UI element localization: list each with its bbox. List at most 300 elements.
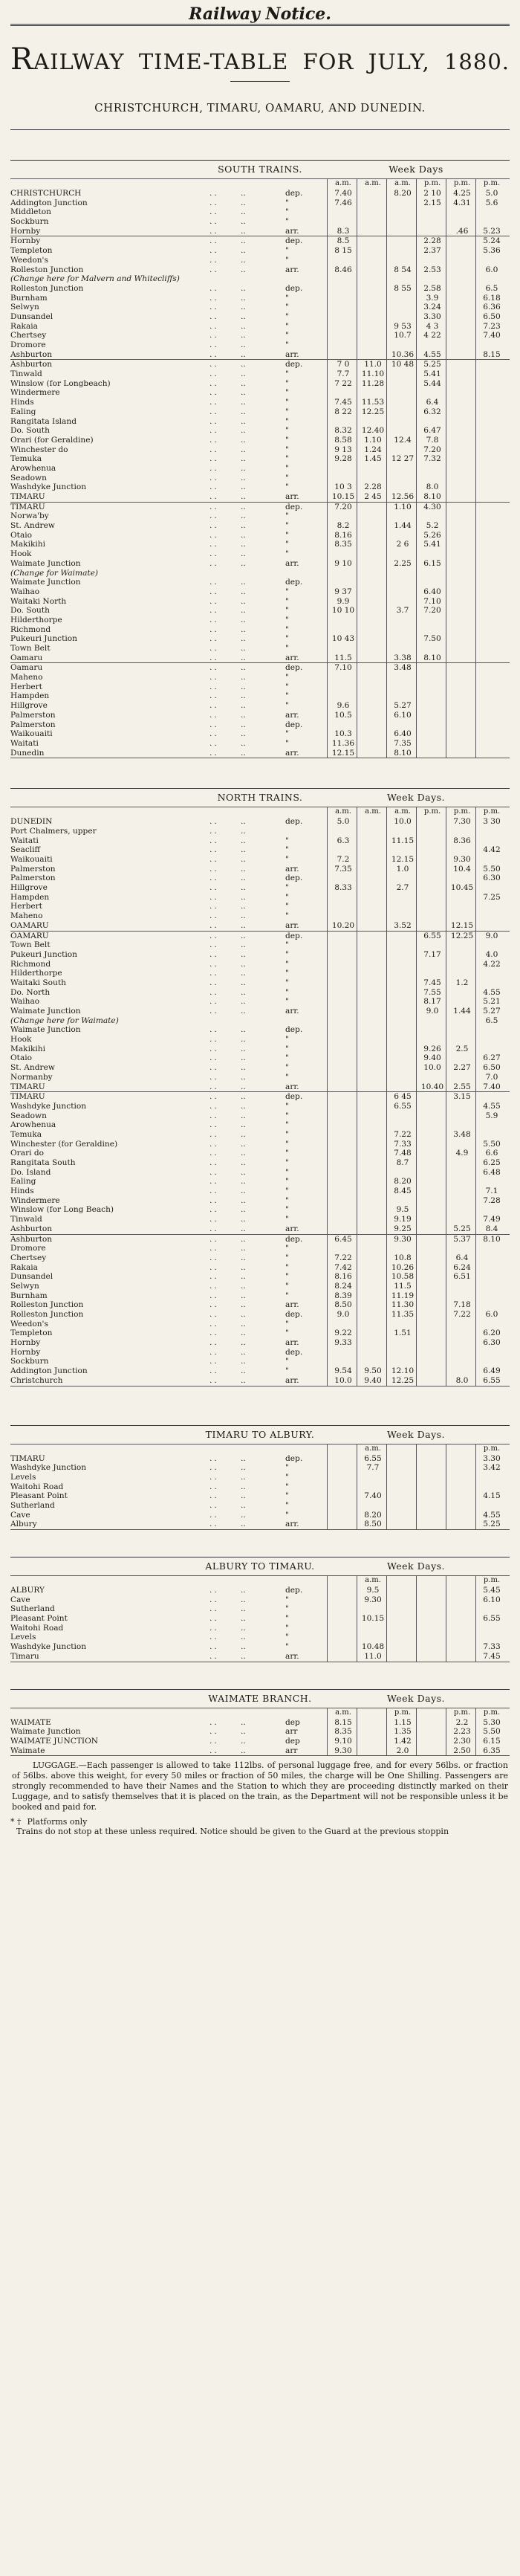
time-cell: 3.9 — [426, 293, 439, 303]
leader-dots: .. — [241, 836, 246, 845]
station-name: TIMARU — [10, 492, 45, 501]
leader-dots: .. — [241, 217, 246, 227]
leader-dots: .. — [209, 1319, 219, 1329]
arr-dep-label: arr. — [285, 1520, 299, 1529]
station-name: Hilderthorpe — [10, 969, 62, 978]
leader-dots: .. — [209, 321, 219, 331]
time-cell: 6.3 — [337, 836, 350, 845]
time-cell: 2.27 — [453, 1063, 471, 1073]
leader-dots: .. — [241, 511, 246, 521]
time-cell: 7.20 — [423, 445, 441, 454]
arr-dep-label: " — [285, 911, 289, 921]
leader-dots: .. — [209, 987, 219, 997]
leader-dots: .. — [209, 644, 219, 653]
station-name: Waikouaiti — [10, 855, 53, 864]
leader-dots: .. — [209, 1310, 219, 1319]
leader-dots: .. — [209, 189, 219, 198]
time-cell: 7.22 — [334, 1253, 352, 1262]
title-initial: R — [10, 42, 34, 77]
leader-dots: .. — [241, 1092, 246, 1102]
time-cell: 7 22 — [334, 378, 352, 388]
leader-dots: .. — [241, 1262, 246, 1272]
time-cell: 8.32 — [334, 426, 352, 436]
leader-dots: .. — [209, 207, 219, 217]
leader-dots: .. — [209, 1082, 219, 1091]
footnote — [10, 1812, 510, 1836]
station-name: Oamaru — [10, 653, 43, 662]
arr-dep-label: dep. — [285, 360, 303, 369]
timetable-row — [10, 559, 510, 569]
arr-dep-label: " — [285, 1463, 289, 1473]
time-cell: 11.10 — [361, 369, 385, 379]
time-cell: 5.6 — [485, 198, 498, 207]
station-name: Hook — [10, 1035, 32, 1045]
leader-dots: .. — [241, 864, 246, 874]
arr-dep-label: " — [285, 1101, 289, 1111]
leader-dots: .. — [209, 426, 219, 436]
timetable-row — [10, 1053, 510, 1063]
leader-dots: .. — [241, 987, 246, 997]
time-cell: 5.21 — [483, 997, 501, 1007]
timetable-row — [10, 1329, 510, 1338]
footnote-platforms: Platforms only — [27, 1817, 88, 1827]
timetable-row — [10, 1149, 510, 1158]
time-cell: 9.40 — [423, 1053, 441, 1063]
leader-dots: .. — [241, 463, 246, 473]
time-cell: 3.38 — [394, 653, 412, 662]
short-rule — [230, 81, 290, 82]
leader-dots: .. — [209, 303, 219, 312]
timetable-row — [10, 1633, 510, 1642]
time-cell: 11.19 — [391, 1291, 415, 1300]
leader-dots: .. — [241, 398, 246, 407]
time-cell: 7.35 — [334, 864, 352, 874]
time-cell: 12.4 — [394, 435, 412, 445]
time-cell: 7.40 — [483, 1082, 501, 1091]
leader-dots: .. — [241, 1149, 246, 1158]
footnote-marker: * † — [10, 1817, 22, 1827]
leader-dots: .. — [209, 530, 219, 540]
timetable-row — [10, 1300, 510, 1310]
column-header: a.m. — [335, 179, 351, 187]
arr-dep-label: " — [285, 1472, 289, 1482]
station-name: Winchester (for Geraldine) — [10, 1139, 118, 1149]
arr-dep-label: " — [285, 1510, 289, 1520]
leader-dots: .. — [209, 1366, 219, 1376]
time-cell: 11.0 — [364, 1651, 382, 1661]
arr-dep-label: dep. — [285, 578, 303, 587]
arr-dep-label: " — [285, 644, 289, 653]
timetable-row — [10, 1187, 510, 1196]
arr-dep-label: " — [285, 1139, 289, 1149]
leader-dots: .. — [241, 311, 246, 321]
time-cell: 11.28 — [361, 378, 385, 388]
time-cell: 12.25 — [391, 1375, 415, 1385]
time-cell: 7.20 — [334, 502, 352, 511]
arr-dep-label: " — [285, 207, 289, 217]
timetable-row — [10, 1746, 510, 1756]
station-name: WAIMATE — [10, 1717, 51, 1727]
station-name: Pukeuri Junction — [10, 949, 77, 959]
time-cell: 7.42 — [334, 1262, 352, 1272]
timetable-row — [10, 960, 510, 969]
leader-dots: .. — [241, 331, 246, 340]
time-cell: 6.48 — [483, 1167, 501, 1177]
time-cell: 6.55 — [364, 1453, 382, 1463]
timetable-title — [10, 42, 510, 77]
arr-dep-label: " — [285, 987, 289, 997]
station-name: Ashburton — [10, 1224, 53, 1233]
leader-dots: .. — [209, 473, 219, 482]
station-name: Sutherland — [10, 1500, 55, 1510]
station-name: TIMARU — [10, 502, 45, 511]
arr-dep-label: " — [285, 511, 289, 521]
time-cell: 8.5 — [337, 236, 350, 246]
station-name: Hampden — [10, 691, 50, 701]
station-name: Cave — [10, 1595, 30, 1604]
time-cell: 6.5 — [485, 283, 498, 293]
time-cell: 11.5 — [334, 653, 352, 662]
leader-dots: .. — [241, 407, 246, 416]
column-header: p.m. — [483, 807, 501, 816]
notice-heading: Railway Notice. — [189, 4, 331, 24]
time-cell: 8.24 — [334, 1281, 352, 1291]
leader-dots: .. — [241, 738, 246, 748]
leader-dots: .. — [209, 1072, 219, 1082]
time-cell: 6.55 — [483, 1614, 501, 1624]
leader-dots: .. — [209, 1044, 219, 1053]
timetable — [10, 807, 510, 1386]
week-days-label: Week Days — [389, 164, 443, 175]
leader-dots: .. — [209, 1623, 219, 1633]
arr-dep-label: " — [285, 388, 289, 398]
timetable-row — [10, 521, 510, 531]
timetable-row — [10, 1025, 510, 1035]
time-cell: 4 3 — [426, 321, 439, 331]
arr-dep-label: " — [285, 473, 289, 482]
title-word-1: AILWAY — [33, 49, 125, 74]
arr-dep-label: " — [285, 521, 289, 531]
station-name: Washdyke Junction — [10, 482, 87, 492]
timetable-row — [10, 1320, 510, 1329]
time-cell: 8.39 — [334, 1291, 352, 1300]
arr-dep-label: " — [285, 340, 289, 349]
station-name: Town Belt — [10, 644, 51, 653]
station-name: Dunedin — [10, 748, 45, 758]
timetable-row — [10, 1168, 510, 1178]
leader-dots: .. — [241, 1375, 246, 1385]
time-cell: 6.25 — [483, 1158, 501, 1167]
leader-dots: .. — [209, 1500, 219, 1510]
station-block — [10, 1586, 510, 1662]
timetable-row — [10, 911, 510, 921]
station-name: Waimate Junction — [10, 578, 81, 587]
time-cell: 5.50 — [483, 864, 501, 874]
station-name: St. Andrew — [10, 1063, 55, 1073]
leader-dots: .. — [241, 1510, 246, 1520]
time-cell: 6.35 — [483, 1746, 501, 1755]
time-cell: 6.45 — [334, 1234, 352, 1244]
leader-dots: .. — [241, 931, 246, 940]
timetable-row — [10, 1102, 510, 1111]
time-cell: 4 22 — [423, 331, 441, 340]
leader-dots: .. — [209, 1139, 219, 1149]
timetable-row — [10, 274, 510, 284]
leader-dots: .. — [241, 701, 246, 711]
arr-dep-label: " — [285, 1129, 289, 1139]
timetable-row — [10, 549, 510, 559]
time-cell: 8 22 — [334, 407, 352, 416]
leader-dots: .. — [209, 1347, 219, 1357]
leader-dots: .. — [209, 691, 219, 701]
leader-dots: .. — [209, 1717, 219, 1727]
timetable-row — [10, 1652, 510, 1662]
time-cell: 6.5 — [485, 1016, 498, 1025]
station-name: Hampden — [10, 892, 50, 902]
time-cell: 4.25 — [453, 189, 471, 198]
time-cell: 8 54 — [394, 265, 412, 274]
arr-dep-label: " — [285, 969, 289, 978]
leader-dots: .. — [209, 463, 219, 473]
station-name: Ealing — [10, 1177, 36, 1187]
time-cell: 8.17 — [423, 997, 441, 1007]
column-header: a.m. — [365, 1576, 381, 1584]
time-cell: 5.27 — [394, 701, 412, 711]
leader-dots: .. — [209, 1158, 219, 1167]
leader-dots: .. — [209, 1651, 219, 1661]
column-header: p.m. — [453, 179, 471, 187]
station-name: WAIMATE JUNCTION — [10, 1736, 99, 1746]
leader-dots: .. — [209, 1491, 219, 1501]
leader-dots: .. — [209, 682, 219, 691]
station-name: Hook — [10, 549, 32, 559]
station-name: Richmond — [10, 959, 51, 969]
leader-dots: .. — [241, 1281, 246, 1291]
leader-dots: .. — [241, 1291, 246, 1300]
leader-dots: .. — [241, 283, 246, 293]
time-cell: 9.5 — [366, 1586, 380, 1595]
time-cell: 7.32 — [423, 454, 441, 464]
leader-dots: .. — [209, 931, 219, 940]
time-cell: 1.44 — [453, 1007, 471, 1016]
time-cell: 6.20 — [483, 1329, 501, 1338]
station-name: Hillgrove — [10, 701, 48, 711]
arr-dep-label: " — [285, 482, 289, 492]
timetable-row — [10, 294, 510, 303]
timetable-row — [10, 1737, 510, 1746]
leader-dots: .. — [241, 303, 246, 312]
leader-dots: .. — [209, 255, 219, 265]
timetable-row — [10, 503, 510, 512]
time-cell: 8.35 — [334, 1727, 352, 1737]
leader-dots: .. — [209, 673, 219, 682]
leader-dots: .. — [241, 1491, 246, 1501]
timetable-row — [10, 978, 510, 988]
time-cell: 11.35 — [391, 1310, 415, 1319]
leader-dots: .. — [241, 454, 246, 464]
leader-dots: .. — [209, 920, 219, 930]
leader-dots: .. — [241, 426, 246, 436]
arr-dep-label: " — [285, 1044, 289, 1053]
station-name: Waimate Junction — [10, 1007, 81, 1016]
station-name: Richmond — [10, 624, 51, 634]
timetable-row — [10, 845, 510, 855]
time-cell: 1.51 — [394, 1329, 412, 1338]
station-name: Timaru — [10, 1651, 39, 1661]
time-cell: 8.10 — [483, 1234, 501, 1244]
leader-dots: .. — [209, 701, 219, 711]
arr-dep-label: " — [285, 1072, 289, 1082]
time-cell: 10.7 — [394, 331, 412, 340]
time-cell: 7.1 — [485, 1187, 498, 1196]
station-name: Do. South — [10, 426, 50, 436]
timetable — [10, 1575, 510, 1662]
timetable-subtitle: CHRISTCHURCH, TIMARU, OAMARU, AND DUNEDIN. — [94, 101, 426, 114]
leader-dots: .. — [241, 473, 246, 482]
time-cell: 9.22 — [334, 1329, 352, 1338]
station-name: Maheno — [10, 673, 43, 682]
arr-dep-label: arr. — [285, 710, 299, 720]
leader-dots: .. — [209, 511, 219, 521]
timetable-row — [10, 1035, 510, 1045]
station-name: Selwyn — [10, 1281, 39, 1291]
time-cell: 7.49 — [483, 1215, 501, 1224]
leader-dots: .. — [241, 940, 246, 950]
timetable-row — [10, 663, 510, 673]
station-name: Ashburton — [10, 1234, 53, 1244]
column-header-row — [10, 1576, 510, 1586]
leader-dots: .. — [209, 293, 219, 303]
leader-dots: .. — [209, 1375, 219, 1385]
time-cell: 8.0 — [426, 482, 439, 492]
time-cell: 7.10 — [334, 663, 352, 673]
time-cell: 8 55 — [394, 283, 412, 293]
time-cell: 10.48 — [361, 1642, 385, 1652]
arr-dep-label: arr. — [285, 1338, 299, 1348]
leader-dots: .. — [241, 845, 246, 855]
timetable-row — [10, 1520, 510, 1529]
leader-dots: .. — [209, 1177, 219, 1187]
leader-dots: .. — [209, 663, 219, 673]
time-cell: 5.0 — [337, 817, 350, 827]
section-heading — [10, 161, 510, 178]
arr-dep-label: arr. — [285, 492, 299, 501]
arr-dep-label: " — [285, 445, 289, 454]
leader-dots: .. — [209, 710, 219, 720]
leader-dots: .. — [241, 1633, 246, 1642]
time-cell: 6.4 — [455, 1253, 469, 1262]
time-cell: 2.50 — [453, 1746, 471, 1755]
leader-dots: .. — [209, 435, 219, 445]
leader-dots: .. — [209, 398, 219, 407]
arr-dep-label: arr. — [285, 864, 299, 874]
time-cell: 9.0 — [426, 1007, 439, 1016]
timetable-row — [10, 1235, 510, 1245]
station-name: St. Andrew — [10, 521, 55, 531]
arr-dep-label: dep — [285, 1717, 300, 1727]
time-cell: 6.0 — [485, 1310, 498, 1319]
leader-dots: .. — [209, 388, 219, 398]
station-name: Templeton — [10, 1329, 53, 1338]
timetable-row — [10, 749, 510, 758]
leader-dots: .. — [209, 1595, 219, 1604]
timetable-row — [10, 379, 510, 389]
section-spacer — [10, 758, 510, 788]
timetable-row — [10, 360, 510, 369]
leader-dots: .. — [209, 1281, 219, 1291]
station-name: Tinwald — [10, 369, 42, 379]
leader-dots: .. — [209, 1244, 219, 1253]
arr-dep-label: " — [285, 454, 289, 464]
leader-dots: .. — [209, 445, 219, 454]
timetable-row — [10, 578, 510, 587]
arr-dep-label: " — [285, 1642, 289, 1652]
time-cell: 4.0 — [485, 949, 498, 959]
arr-dep-label: dep. — [285, 1234, 303, 1244]
station-name: Rangitata South — [10, 1158, 76, 1167]
leader-dots: .. — [241, 416, 246, 426]
timetable-row — [10, 921, 510, 931]
station-name: Pleasant Point — [10, 1614, 68, 1624]
time-cell: 5.0 — [485, 189, 498, 198]
section-title: TIMARU TO ALBURY. — [205, 1428, 315, 1440]
time-cell: 4.42 — [483, 845, 501, 855]
timetable-row — [10, 1092, 510, 1102]
time-cell: 9.30 — [334, 1746, 352, 1755]
arr-dep-label: " — [285, 673, 289, 682]
arr-dep-label: " — [285, 1053, 289, 1063]
leader-dots: .. — [241, 1463, 246, 1473]
time-cell: 10 3 — [334, 482, 352, 492]
leader-dots: .. — [241, 246, 246, 256]
time-cell: 6.10 — [483, 1595, 501, 1604]
arr-dep-label: " — [285, 1366, 289, 1376]
leader-dots: .. — [209, 1205, 219, 1215]
station-name: Waitaki North — [10, 596, 67, 606]
arr-dep-label: dep. — [285, 283, 303, 293]
leader-dots: .. — [209, 892, 219, 902]
leader-dots: .. — [209, 1195, 219, 1205]
time-cell: 10.0 — [423, 1063, 441, 1073]
timetable-row — [10, 1272, 510, 1282]
time-cell: 10.5 — [334, 710, 352, 720]
time-cell: 10.8 — [394, 1253, 412, 1262]
timetable-row — [10, 1224, 510, 1234]
station-name: Port Chalmers, upper — [10, 826, 97, 836]
station-block — [10, 1092, 510, 1234]
time-cell: 1.35 — [394, 1727, 412, 1737]
leader-dots: .. — [209, 369, 219, 379]
arr-dep-label: " — [285, 949, 289, 959]
station-block — [10, 189, 510, 236]
timetable-row — [10, 1007, 510, 1016]
leader-dots: .. — [209, 1604, 219, 1614]
time-cell: 9.30 — [453, 855, 471, 864]
station-name: Hornby — [10, 1347, 41, 1357]
leader-dots: .. — [241, 1642, 246, 1652]
arr-dep-label: " — [285, 1633, 289, 1642]
time-cell: 7.30 — [453, 817, 471, 827]
timetable-row — [10, 1642, 510, 1652]
time-cell: 11.0 — [364, 360, 382, 369]
column-header: a.m. — [335, 807, 351, 816]
time-cell: 8.58 — [334, 435, 352, 445]
timetable-row — [10, 644, 510, 653]
time-cell: 9.40 — [364, 1375, 382, 1385]
timetable-row — [10, 1586, 510, 1595]
timetable-row — [10, 1130, 510, 1140]
station-block — [10, 663, 510, 758]
